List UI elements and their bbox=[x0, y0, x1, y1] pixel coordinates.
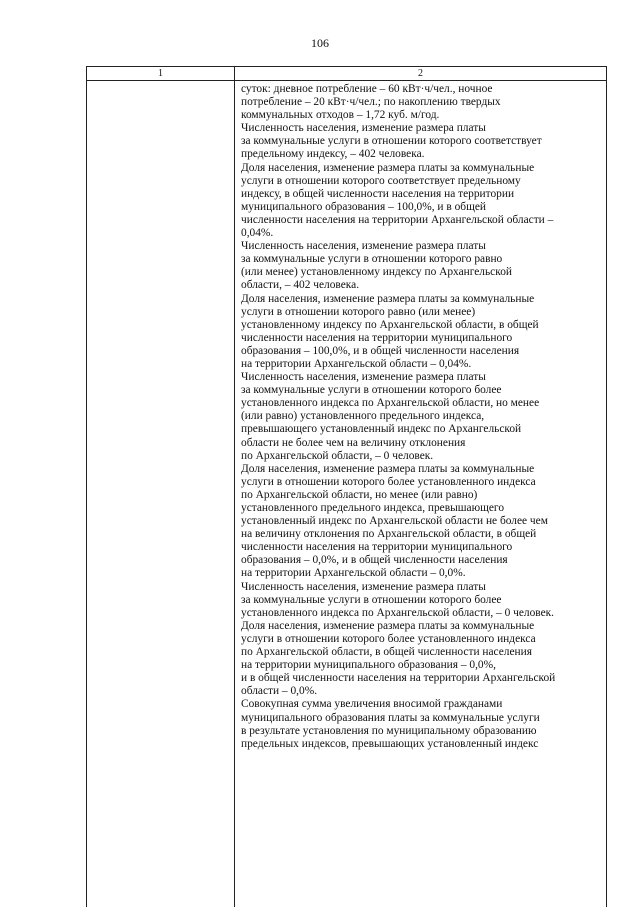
text-line: превышающего установленный индекс по Архангельской bbox=[241, 423, 606, 436]
text-line: предельному индексу, – 402 человека. bbox=[241, 148, 606, 161]
text-line: на территории Архангельской области – 0,04%. bbox=[241, 358, 606, 371]
column-1-cell bbox=[87, 81, 235, 907]
text-line: установленного предельного индекса, превышающего bbox=[241, 502, 606, 515]
text-line: (или менее) установленному индексу по Архангельской bbox=[241, 266, 606, 279]
text-line: области – 0,0%. bbox=[241, 685, 606, 698]
text-line: суток: дневное потребление – 60 кВт·ч/чел., ночное bbox=[241, 83, 606, 96]
text-line: в результате установления по муниципальному образованию bbox=[241, 725, 606, 738]
text-line: предельных индексов, превышающих установленный индекс bbox=[241, 738, 606, 751]
text-line: образования – 100,0%, и в общей численности населения bbox=[241, 345, 606, 358]
text-line: 0,04%. bbox=[241, 227, 606, 240]
column-header-2: 2 bbox=[235, 67, 607, 81]
text-line: за коммунальные услуги в отношении которого соответствует bbox=[241, 135, 606, 148]
column-2-cell bbox=[235, 81, 607, 907]
text-line: за коммунальные услуги в отношении которого равно bbox=[241, 253, 606, 266]
text-line: численности населения на территории муниципального bbox=[241, 541, 606, 554]
text-line: области не более чем на величину отклонения bbox=[241, 437, 606, 450]
column-2-text bbox=[235, 81, 606, 751]
text-line: Совокупная сумма увеличения вносимой гражданами bbox=[241, 698, 606, 711]
text-line: Численность населения, изменение размера платы bbox=[241, 240, 606, 253]
text-line: потребление – 20 кВт·ч/чел.; по накоплению твердых bbox=[241, 96, 606, 109]
text-line: установленного индекса по Архангельской области, – 0 человек. bbox=[241, 607, 606, 620]
text-line: на величину отклонения по Архангельской области, в общей bbox=[241, 528, 606, 541]
page-number: 106 bbox=[0, 36, 640, 51]
text-line: коммунальных отходов – 1,72 куб. м/год. bbox=[241, 109, 606, 122]
text-line: Численность населения, изменение размера платы bbox=[241, 371, 606, 384]
column-header-1: 1 bbox=[87, 67, 235, 81]
text-line: услуги в отношении которого соответствует предельному bbox=[241, 175, 606, 188]
text-line: установленного индекса по Архангельской области, но менее bbox=[241, 397, 606, 410]
text-line: образования – 0,0%, и в общей численности населения bbox=[241, 554, 606, 567]
document-table bbox=[86, 66, 607, 907]
text-line: на территории муниципального образования – 0,0%, bbox=[241, 659, 606, 672]
text-line: муниципального образования – 100,0%, и в общей bbox=[241, 201, 606, 214]
text-line: Доля населения, изменение размера платы за коммунальные bbox=[241, 463, 606, 476]
text-line: на территории Архангельской области – 0,0%. bbox=[241, 567, 606, 580]
text-line: численности населения на территории муниципального bbox=[241, 332, 606, 345]
text-line: установленному индексу по Архангельской области, в общей bbox=[241, 319, 606, 332]
text-line: услуги в отношении которого равно (или менее) bbox=[241, 306, 606, 319]
text-line: по Архангельской области, – 0 человек. bbox=[241, 450, 606, 463]
text-line: численности населения на территории Архангельской области – bbox=[241, 214, 606, 227]
text-line: Доля населения, изменение размера платы за коммунальные bbox=[241, 162, 606, 175]
text-line: за коммунальные услуги в отношении которого более bbox=[241, 594, 606, 607]
table-body-row bbox=[87, 81, 607, 907]
text-line: по Архангельской области, но менее (или равно) bbox=[241, 489, 606, 502]
text-line: и в общей численности населения на территории Архангельской bbox=[241, 672, 606, 685]
text-line: установленный индекс по Архангельской области не более чем bbox=[241, 515, 606, 528]
text-line: (или равно) установленного предельного индекса, bbox=[241, 410, 606, 423]
text-line: Доля населения, изменение размера платы за коммунальные bbox=[241, 620, 606, 633]
text-line: за коммунальные услуги в отношении которого более bbox=[241, 384, 606, 397]
text-line: по Архангельской области, в общей численности населения bbox=[241, 646, 606, 659]
table-header-row bbox=[87, 67, 607, 81]
text-line: Доля населения, изменение размера платы за коммунальные bbox=[241, 293, 606, 306]
text-line: Численность населения, изменение размера платы bbox=[241, 122, 606, 135]
text-line: муниципального образования платы за коммунальные услуги bbox=[241, 712, 606, 725]
text-line: услуги в отношении которого более установленного индекса bbox=[241, 633, 606, 646]
text-line: услуги в отношении которого более установленного индекса bbox=[241, 476, 606, 489]
text-line: области, – 402 человека. bbox=[241, 279, 606, 292]
text-line: Численность населения, изменение размера платы bbox=[241, 581, 606, 594]
text-line: индексу, в общей численности населения на территории bbox=[241, 188, 606, 201]
